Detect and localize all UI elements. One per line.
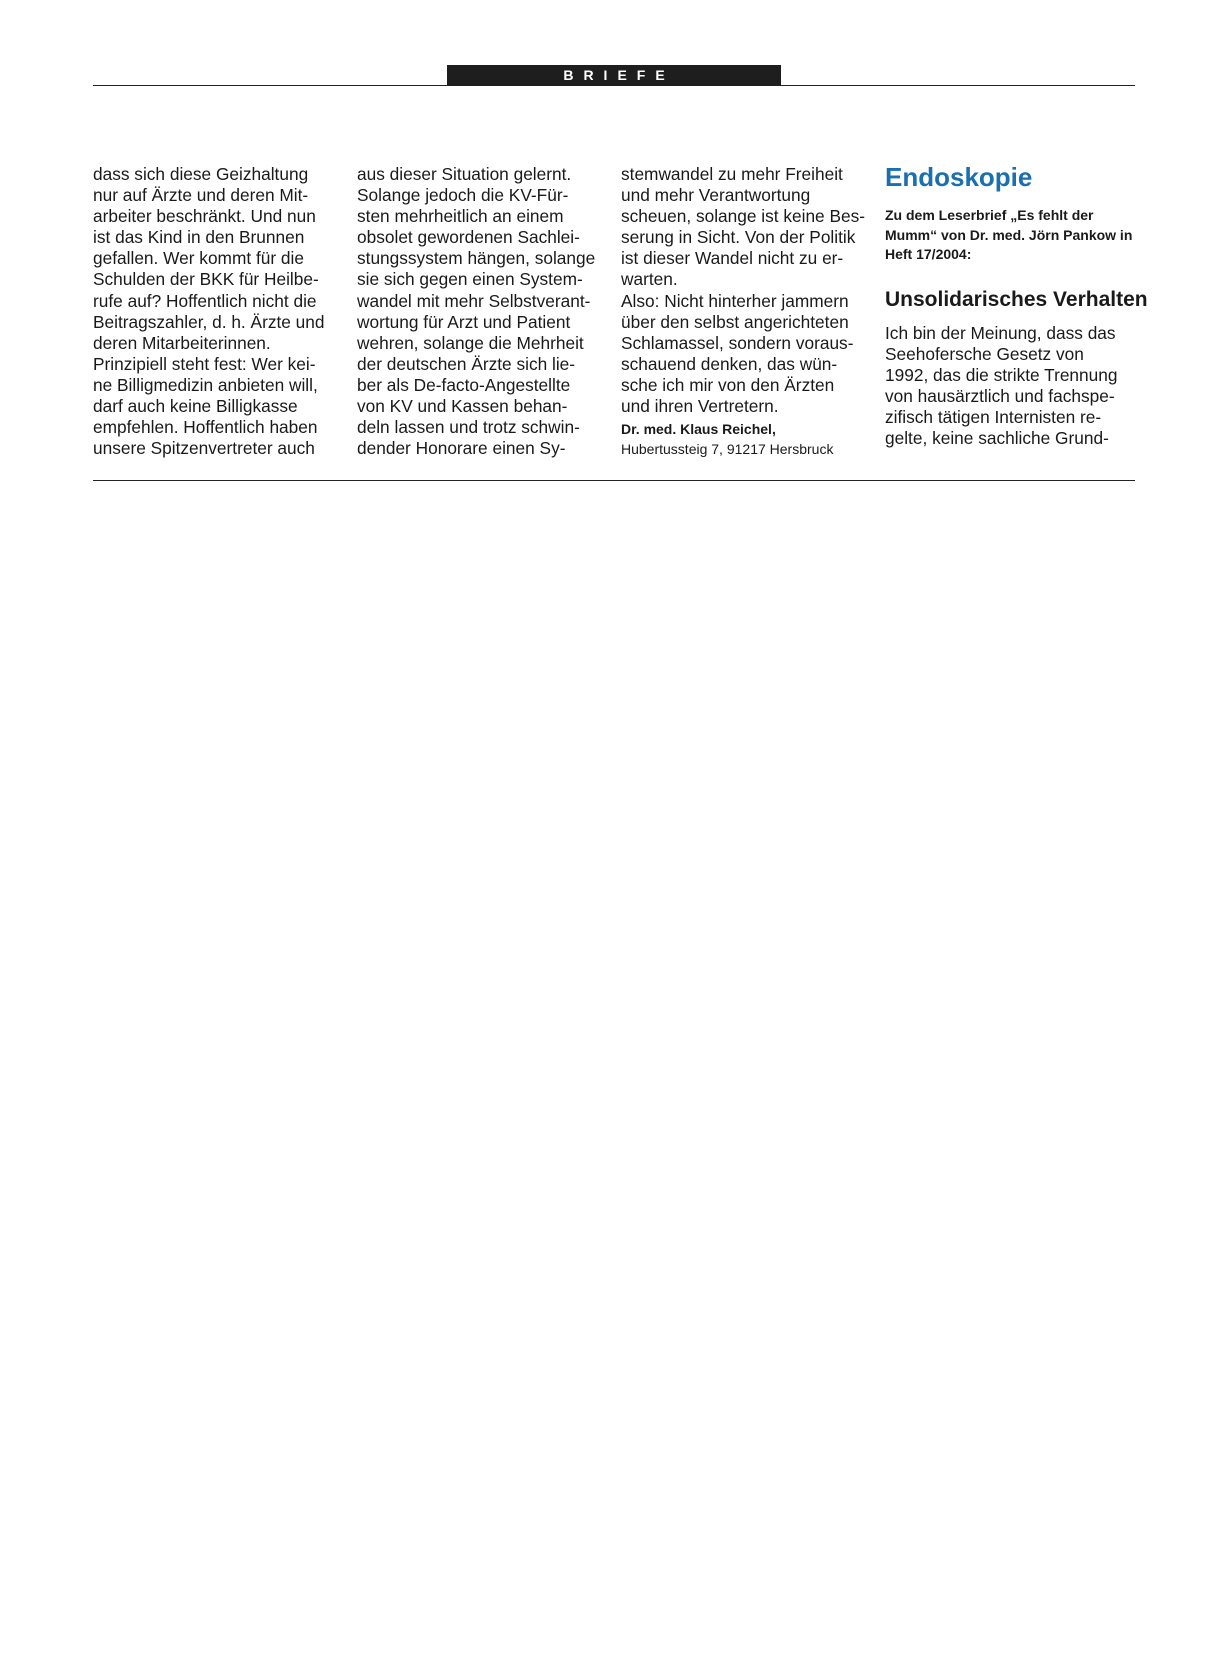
text-column-2 — [357, 164, 607, 459]
text-line: unsere Spitzenvertreter auch — [93, 438, 315, 459]
text-column-4 — [885, 160, 1148, 449]
text-line: 1992, das die strikte Trennung — [885, 364, 1118, 385]
text-line: und mehr Verantwortung — [621, 185, 811, 206]
reference-line: Mumm“ von Dr. med. Jörn Pankow in — [885, 226, 1133, 243]
text-line: zifisch tätigen Internisten re- — [885, 406, 1102, 427]
text-line: Ich bin der Meinung, dass das — [885, 322, 1116, 343]
text-line: wortung für Arzt und Patient — [357, 311, 571, 332]
text-line: sie sich gegen einen System- — [357, 269, 583, 290]
text-line: rufe auf? Hoffentlich nicht die — [93, 290, 317, 311]
text-line: arbeiter beschränkt. Und nun — [93, 206, 316, 227]
text-line: Schlamassel, sondern voraus- — [621, 332, 854, 353]
text-line: gefallen. Wer kommt für die — [93, 248, 304, 269]
text-line: sten mehrheitlich an einem — [357, 206, 564, 227]
bottom-rule — [93, 480, 1135, 481]
text-line: scheuen, solange ist keine Bes- — [621, 206, 866, 227]
text-line: ber als De-facto-Angestellte — [357, 374, 571, 395]
text-column-3 — [621, 164, 871, 459]
text-line: Also: Nicht hinterher jammern — [621, 290, 849, 311]
text-line: Solange jedoch die KV-Für- — [357, 185, 569, 206]
reference-line: Zu dem Leserbrief „Es fehlt der — [885, 207, 1094, 223]
text-line: empfehlen. Hoffentlich haben — [93, 417, 318, 438]
signature-name: Dr. med. Klaus Reichel, — [621, 421, 776, 438]
reference-line: Heft 17/2004: — [885, 246, 972, 262]
text-line: gelte, keine sachliche Grund- — [885, 427, 1109, 448]
text-line: Schulden der BKK für Heilbe- — [93, 269, 319, 290]
text-line: sche ich mir von den Ärzten — [621, 374, 835, 395]
text-line: ist dieser Wandel nicht zu er- — [621, 248, 844, 269]
text-line: stungssystem hängen, solange — [357, 248, 596, 269]
text-line: schauend denken, das wün- — [621, 353, 838, 374]
letter-title: Unsolidarisches Verhalten — [885, 287, 1148, 311]
text-column-1 — [93, 164, 343, 459]
text-line: serung in Sicht. Von der Politik — [621, 227, 856, 248]
text-line: deren Mitarbeiterinnen. — [93, 332, 271, 353]
text-line: wandel mit mehr Selbstverant- — [357, 290, 591, 311]
text-line: von KV und Kassen behan- — [357, 396, 568, 417]
text-line: darf auch keine Billigkasse — [93, 396, 298, 417]
section-title: Endoskopie — [885, 162, 1033, 192]
text-line: deln lassen und trotz schwin- — [357, 417, 580, 438]
text-line: dass sich diese Geizhaltung — [93, 164, 309, 184]
text-line: Prinzipiell steht fest: Wer kei- — [93, 353, 316, 374]
text-line: aus dieser Situation gelernt. — [357, 164, 572, 184]
text-line: nur auf Ärzte und deren Mit- — [93, 185, 309, 206]
text-line: warten. — [621, 269, 678, 290]
signature-address: Hubertussteig 7, 91217 Hersbruck — [621, 441, 834, 458]
text-line: dender Honorare einen Sy- — [357, 438, 566, 459]
text-line: über den selbst angerichteten — [621, 311, 849, 332]
text-line: obsolet gewordenen Sachlei- — [357, 227, 580, 248]
text-line: und ihren Vertretern. — [621, 396, 779, 417]
text-line: ne Billigmedizin anbieten will, — [93, 374, 318, 395]
section-label: BRIEFE — [447, 65, 781, 86]
text-line: Beitragszahler, d. h. Ärzte und — [93, 311, 325, 332]
text-line: ist das Kind in den Brunnen — [93, 227, 305, 248]
text-line: der deutschen Ärzte sich lie- — [357, 353, 576, 374]
text-line: Seehofersche Gesetz von — [885, 343, 1084, 364]
text-line: wehren, solange die Mehrheit — [357, 332, 584, 353]
text-line: stemwandel zu mehr Freiheit — [621, 164, 843, 184]
text-line: von hausärztlich und fachspe- — [885, 385, 1115, 406]
